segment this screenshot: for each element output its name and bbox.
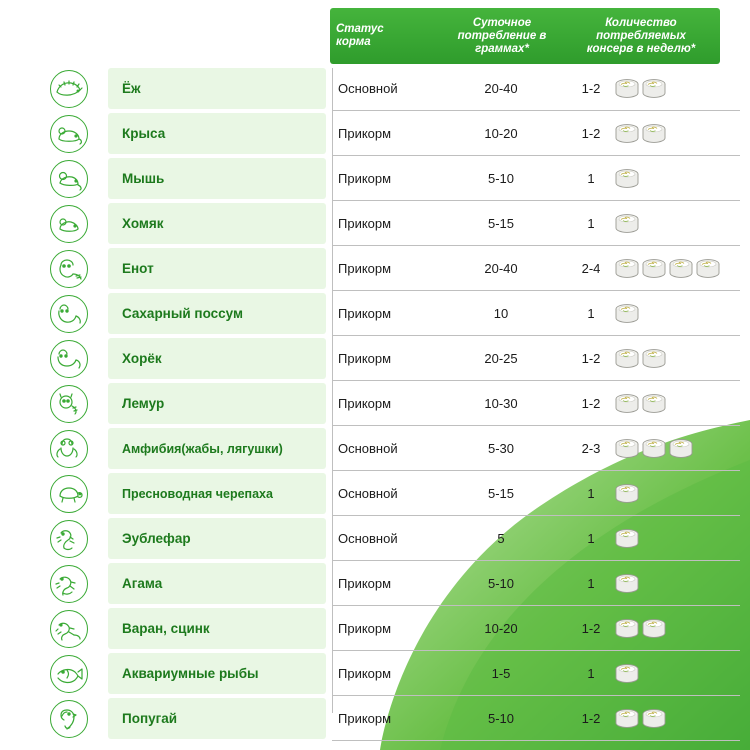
can-icons-cell	[614, 473, 734, 514]
animal-name-cell	[108, 203, 326, 244]
table-row	[0, 608, 750, 651]
can-icons-cell	[614, 653, 734, 694]
table-row	[0, 698, 750, 741]
food-status-cell	[336, 563, 440, 604]
can-icon	[614, 258, 640, 280]
can-icon	[614, 168, 640, 190]
food-status-value: Прикорм	[338, 261, 392, 276]
weekly-count-cell	[562, 338, 620, 379]
weekly-count-cell	[562, 563, 620, 604]
food-status-cell	[336, 338, 440, 379]
mouse-icon	[50, 160, 88, 198]
can-icons-cell	[614, 203, 734, 244]
can-icon	[614, 78, 640, 100]
animal-name-cell	[108, 293, 326, 334]
turtle-icon	[50, 475, 88, 513]
sugar-glider-icon	[50, 295, 88, 333]
animal-name: Мышь	[122, 171, 165, 186]
header-status-line2: корма	[336, 36, 371, 48]
header-amount-line1: Суточное	[472, 16, 532, 29]
can-icon	[695, 258, 721, 280]
weekly-count-value: 1	[587, 531, 595, 546]
animal-name-cell	[108, 653, 326, 694]
animal-name: Сахарный поссум	[122, 306, 243, 321]
table-row	[0, 68, 750, 111]
can-icon	[614, 708, 640, 730]
food-status-cell	[336, 428, 440, 469]
daily-amount-value: 5-30	[487, 441, 515, 456]
weekly-count-value: 1	[587, 576, 595, 591]
food-status-value: Прикорм	[338, 306, 392, 321]
row-separator	[332, 470, 740, 471]
daily-amount-value: 1-5	[491, 666, 511, 681]
table-row	[0, 203, 750, 246]
daily-amount-cell	[442, 698, 560, 739]
animal-name: Хорёк	[122, 351, 162, 366]
row-separator	[332, 695, 740, 696]
daily-amount-cell	[442, 653, 560, 694]
weekly-count-cell	[562, 158, 620, 199]
daily-amount-value: 10	[493, 306, 509, 321]
weekly-count-cell	[562, 68, 620, 109]
row-separator	[332, 425, 740, 426]
weekly-count-cell	[562, 293, 620, 334]
table-row	[0, 248, 750, 291]
weekly-count-cell	[562, 248, 620, 289]
animal-name-cell	[108, 158, 326, 199]
header-amount-column	[442, 8, 562, 64]
food-status-cell	[336, 203, 440, 244]
animal-name-cell	[108, 338, 326, 379]
food-status-cell	[336, 383, 440, 424]
food-status-value: Прикорм	[338, 351, 392, 366]
row-separator	[332, 290, 740, 291]
food-status-value: Прикорм	[338, 216, 392, 231]
animal-name: Попугай	[122, 711, 178, 726]
daily-amount-cell	[442, 113, 560, 154]
can-icon	[614, 618, 640, 640]
daily-amount-cell	[442, 203, 560, 244]
can-icon	[641, 123, 667, 145]
animal-name-cell	[108, 428, 326, 469]
animal-name: Агама	[122, 576, 163, 591]
row-separator	[332, 200, 740, 201]
daily-amount-value: 5-15	[487, 216, 515, 231]
can-icons-cell	[614, 293, 734, 334]
food-status-cell	[336, 653, 440, 694]
daily-amount-cell	[442, 608, 560, 649]
row-separator	[332, 155, 740, 156]
daily-amount-value: 5-10	[487, 171, 515, 186]
daily-amount-cell	[442, 383, 560, 424]
weekly-count-value: 1	[587, 306, 595, 321]
daily-amount-value: 10-20	[484, 621, 518, 636]
animal-name-cell	[108, 563, 326, 604]
animal-name: Варан, сцинк	[122, 621, 210, 636]
can-icon	[614, 393, 640, 415]
fish-icon	[50, 655, 88, 693]
table-row	[0, 158, 750, 201]
can-icon	[641, 438, 667, 460]
table-row	[0, 563, 750, 606]
daily-amount-cell	[442, 563, 560, 604]
can-icons-cell	[614, 563, 734, 604]
animal-name-cell	[108, 518, 326, 559]
row-separator	[332, 380, 740, 381]
food-status-cell	[336, 158, 440, 199]
gecko-icon	[50, 520, 88, 558]
animal-name-cell	[108, 473, 326, 514]
row-separator	[332, 650, 740, 651]
animal-name-cell	[108, 113, 326, 154]
can-icon	[641, 348, 667, 370]
table-row	[0, 113, 750, 156]
header-status-line1: Статус	[336, 23, 384, 35]
daily-amount-value: 5-15	[487, 486, 515, 501]
daily-amount-cell	[442, 518, 560, 559]
can-icons-cell	[614, 608, 734, 649]
daily-amount-value: 5-10	[487, 576, 515, 591]
row-separator	[332, 605, 740, 606]
weekly-count-cell	[562, 473, 620, 514]
table-header-band	[330, 8, 720, 64]
rat-icon	[50, 115, 88, 153]
animal-name-cell	[108, 383, 326, 424]
can-icons-cell	[614, 338, 734, 379]
weekly-count-value: 1-2	[581, 711, 601, 726]
animal-name-cell	[108, 248, 326, 289]
daily-amount-value: 20-40	[484, 81, 518, 96]
weekly-count-value: 1	[587, 171, 595, 186]
weekly-count-value: 1	[587, 666, 595, 681]
daily-amount-cell	[442, 428, 560, 469]
weekly-count-value: 2-3	[581, 441, 601, 456]
row-separator	[332, 740, 740, 741]
food-status-value: Прикорм	[338, 396, 392, 411]
animal-name-cell	[108, 68, 326, 109]
food-status-cell	[336, 113, 440, 154]
daily-amount-cell	[442, 338, 560, 379]
daily-amount-cell	[442, 158, 560, 199]
row-separator	[332, 245, 740, 246]
hedgehog-icon	[50, 70, 88, 108]
daily-amount-value: 10-30	[484, 396, 518, 411]
can-icon	[614, 123, 640, 145]
weekly-count-cell	[562, 383, 620, 424]
row-separator	[332, 110, 740, 111]
food-status-value: Прикорм	[338, 666, 392, 681]
can-icons-cell	[614, 428, 734, 469]
can-icon	[614, 213, 640, 235]
monitor-lizard-icon	[50, 610, 88, 648]
table-row	[0, 383, 750, 426]
food-status-value: Прикорм	[338, 621, 392, 636]
animal-name-cell	[108, 608, 326, 649]
can-icon	[614, 303, 640, 325]
lemur-icon	[50, 385, 88, 423]
food-status-value: Прикорм	[338, 171, 392, 186]
can-icons-cell	[614, 68, 734, 109]
weekly-count-value: 1	[587, 486, 595, 501]
weekly-count-cell	[562, 428, 620, 469]
daily-amount-cell	[442, 248, 560, 289]
frog-icon	[50, 430, 88, 468]
daily-amount-cell	[442, 293, 560, 334]
food-status-cell	[336, 473, 440, 514]
can-icons-cell	[614, 698, 734, 739]
parrot-icon	[50, 700, 88, 738]
can-icons-cell	[614, 248, 734, 289]
can-icons-cell	[614, 383, 734, 424]
header-status-column	[336, 8, 436, 64]
can-icon	[614, 528, 640, 550]
header-count-line2: потребляемых	[596, 29, 686, 42]
can-icon	[614, 663, 640, 685]
weekly-count-value: 1	[587, 216, 595, 231]
food-status-value: Прикорм	[338, 711, 392, 726]
header-count-column	[566, 8, 716, 64]
can-icon	[614, 348, 640, 370]
table-row	[0, 338, 750, 381]
header-amount-line2: потребление в	[457, 29, 547, 42]
weekly-count-value: 1-2	[581, 396, 601, 411]
row-separator	[332, 335, 740, 336]
can-icon	[668, 438, 694, 460]
weekly-count-value: 2-4	[581, 261, 601, 276]
food-status-cell	[336, 608, 440, 649]
food-status-cell	[336, 518, 440, 559]
daily-amount-cell	[442, 473, 560, 514]
can-icon	[641, 78, 667, 100]
food-status-cell	[336, 293, 440, 334]
weekly-count-value: 1-2	[581, 351, 601, 366]
weekly-count-value: 1-2	[581, 126, 601, 141]
weekly-count-cell	[562, 608, 620, 649]
weekly-count-value: 1-2	[581, 621, 601, 636]
animal-name: Ёж	[122, 81, 141, 96]
animal-name: Пресноводная черепаха	[122, 486, 273, 501]
animal-name-cell	[108, 698, 326, 739]
can-icon	[614, 483, 640, 505]
can-icon	[614, 438, 640, 460]
animal-name: Амфибия(жабы, лягушки)	[122, 441, 283, 456]
table-row	[0, 518, 750, 561]
table-row	[0, 653, 750, 696]
weekly-count-cell	[562, 203, 620, 244]
food-status-cell	[336, 248, 440, 289]
can-icons-cell	[614, 113, 734, 154]
header-count-line1: Количество	[605, 16, 677, 29]
weekly-count-cell	[562, 653, 620, 694]
table-row	[0, 428, 750, 471]
weekly-count-cell	[562, 518, 620, 559]
daily-amount-value: 5-10	[487, 711, 515, 726]
food-status-cell	[336, 698, 440, 739]
animal-name: Хомяк	[122, 216, 164, 231]
can-icons-cell	[614, 518, 734, 559]
can-icon	[641, 393, 667, 415]
food-status-value: Основной	[338, 81, 398, 96]
header-amount-line3: граммах*	[475, 42, 529, 55]
hamster-icon	[50, 205, 88, 243]
raccoon-icon	[50, 250, 88, 288]
ferret-icon	[50, 340, 88, 378]
can-icon	[641, 708, 667, 730]
daily-amount-value: 5	[497, 531, 505, 546]
food-status-value: Прикорм	[338, 126, 392, 141]
animal-name: Крыса	[122, 126, 166, 141]
animal-name: Эублефар	[122, 531, 191, 546]
animal-name: Лемур	[122, 396, 165, 411]
can-icon	[641, 618, 667, 640]
food-status-value: Основной	[338, 486, 398, 501]
daily-amount-value: 20-25	[484, 351, 518, 366]
weekly-count-cell	[562, 698, 620, 739]
weekly-count-value: 1-2	[581, 81, 601, 96]
animal-name: Енот	[122, 261, 154, 276]
table-row	[0, 473, 750, 516]
animal-name: Аквариумные рыбы	[122, 666, 259, 681]
food-status-value: Основной	[338, 531, 398, 546]
daily-amount-value: 10-20	[484, 126, 518, 141]
animal-feeding-table	[0, 68, 750, 743]
food-status-cell	[336, 68, 440, 109]
header-count-line3: консерв в неделю*	[586, 42, 696, 55]
table-row	[0, 293, 750, 336]
daily-amount-cell	[442, 68, 560, 109]
can-icons-cell	[614, 158, 734, 199]
can-icon	[668, 258, 694, 280]
food-status-value: Прикорм	[338, 576, 392, 591]
food-status-value: Основной	[338, 441, 398, 456]
can-icon	[614, 573, 640, 595]
can-icon	[641, 258, 667, 280]
daily-amount-value: 20-40	[484, 261, 518, 276]
row-separator	[332, 515, 740, 516]
row-separator	[332, 560, 740, 561]
agama-icon	[50, 565, 88, 603]
weekly-count-cell	[562, 113, 620, 154]
